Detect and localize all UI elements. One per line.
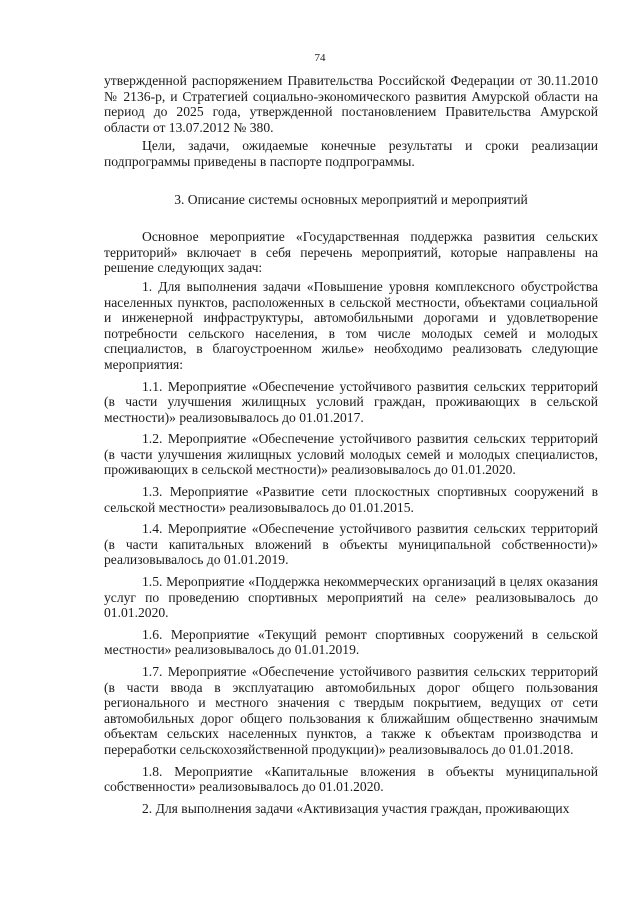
paragraph-continuation: утвержденной распоряжением Правительства Российской Федерации от 30.11.2010 № 2136-р, и Стратегией социально-экономического развития Амурской области на период до 2025 года, утвержденной постановлением Правительства Амурской области от 13.07.2012 № 380. — [104, 73, 598, 135]
list-item-task-1: 1. Для выполнения задачи «Повышение уровня комплексного обустройства населенных пунктов, расположенных в сельской местности, объектами социальной и инженерной инфраструктуры, автомобильными дорогами и удовлетворение потребности сельского населения, в том числе молодых семей и молодых специалистов, в благоустроенном жилье» необходимо реализовать следующие мероприятия: — [104, 278, 598, 372]
list-item-1-1: 1.1. Мероприятие «Обеспечение устойчивого развития сельских территорий (в части улучшения жилищных условий граждан, проживающих в сельской местности)» реализовывалось до 01.01.2017. — [104, 378, 598, 425]
section-heading: 3. Описание системы основных мероприятий и мероприятий — [174, 191, 528, 207]
list-item-1-2: 1.2. Мероприятие «Обеспечение устойчивого развития сельских территорий (в части улучшения жилищных условий молодых семей и молодых специалистов, проживающих в сельской местности)» реализовывалось до 01.01.2020. — [104, 431, 598, 478]
list-item-1-3: 1.3. Мероприятие «Развитие сети плоскостных спортивных сооружений в сельской местности» реализовывалось до 01.01.2015. — [104, 484, 598, 515]
list-item-1-8: 1.8. Мероприятие «Капитальные вложения в объекты муниципальной собственности» реализовывалось до 01.01.2020. — [104, 763, 598, 795]
page-number: 74 — [314, 52, 326, 64]
list-item-1-6: 1.6. Мероприятие «Текущий ремонт спортивных сооружений в сельской местности» реализовывалось до 01.01.2019. — [104, 626, 598, 658]
list-item-task-2: 2. Для выполнения задачи «Активизация участия граждан, проживающих — [142, 800, 570, 816]
paragraph-goals: Цели, задачи, ожидаемые конечные результаты и сроки реализации подпрограммы приведены в паспорте подпрограммы. — [104, 138, 598, 169]
list-item-1-7: 1.7. Мероприятие «Обеспечение устойчивого развития сельских территорий (в части ввода в эксплуатацию автомобильных дорог общего пользования регионального и местного значения с твердым покрытием, ведущих от сети автомобильных дорог общего пользования к ближайшим общественно значимым объектам сельских населенных пунктов, а также к объектам производства и переработки сельскохозяйственной продукции)» реализовывалось до 01.01.2018. — [104, 664, 598, 757]
paragraph-main-measure: Основное мероприятие «Государственная поддержка развития сельских территорий» включает в себя перечень мероприятий, которые направлены на решение следующих задач: — [104, 229, 598, 276]
list-item-1-5: 1.5. Мероприятие «Поддержка некоммерческих организаций в целях оказания услуг по проведению спортивных мероприятий на селе» реализовывалось до 01.01.2020. — [104, 574, 598, 621]
document-body — [104, 73, 598, 816]
list-item-1-4: 1.4. Мероприятие «Обеспечение устойчивого развития сельских территорий (в части капитальных вложений в объекты муниципальной собственности)» реализовывалось до 01.01.2019. — [104, 521, 598, 568]
